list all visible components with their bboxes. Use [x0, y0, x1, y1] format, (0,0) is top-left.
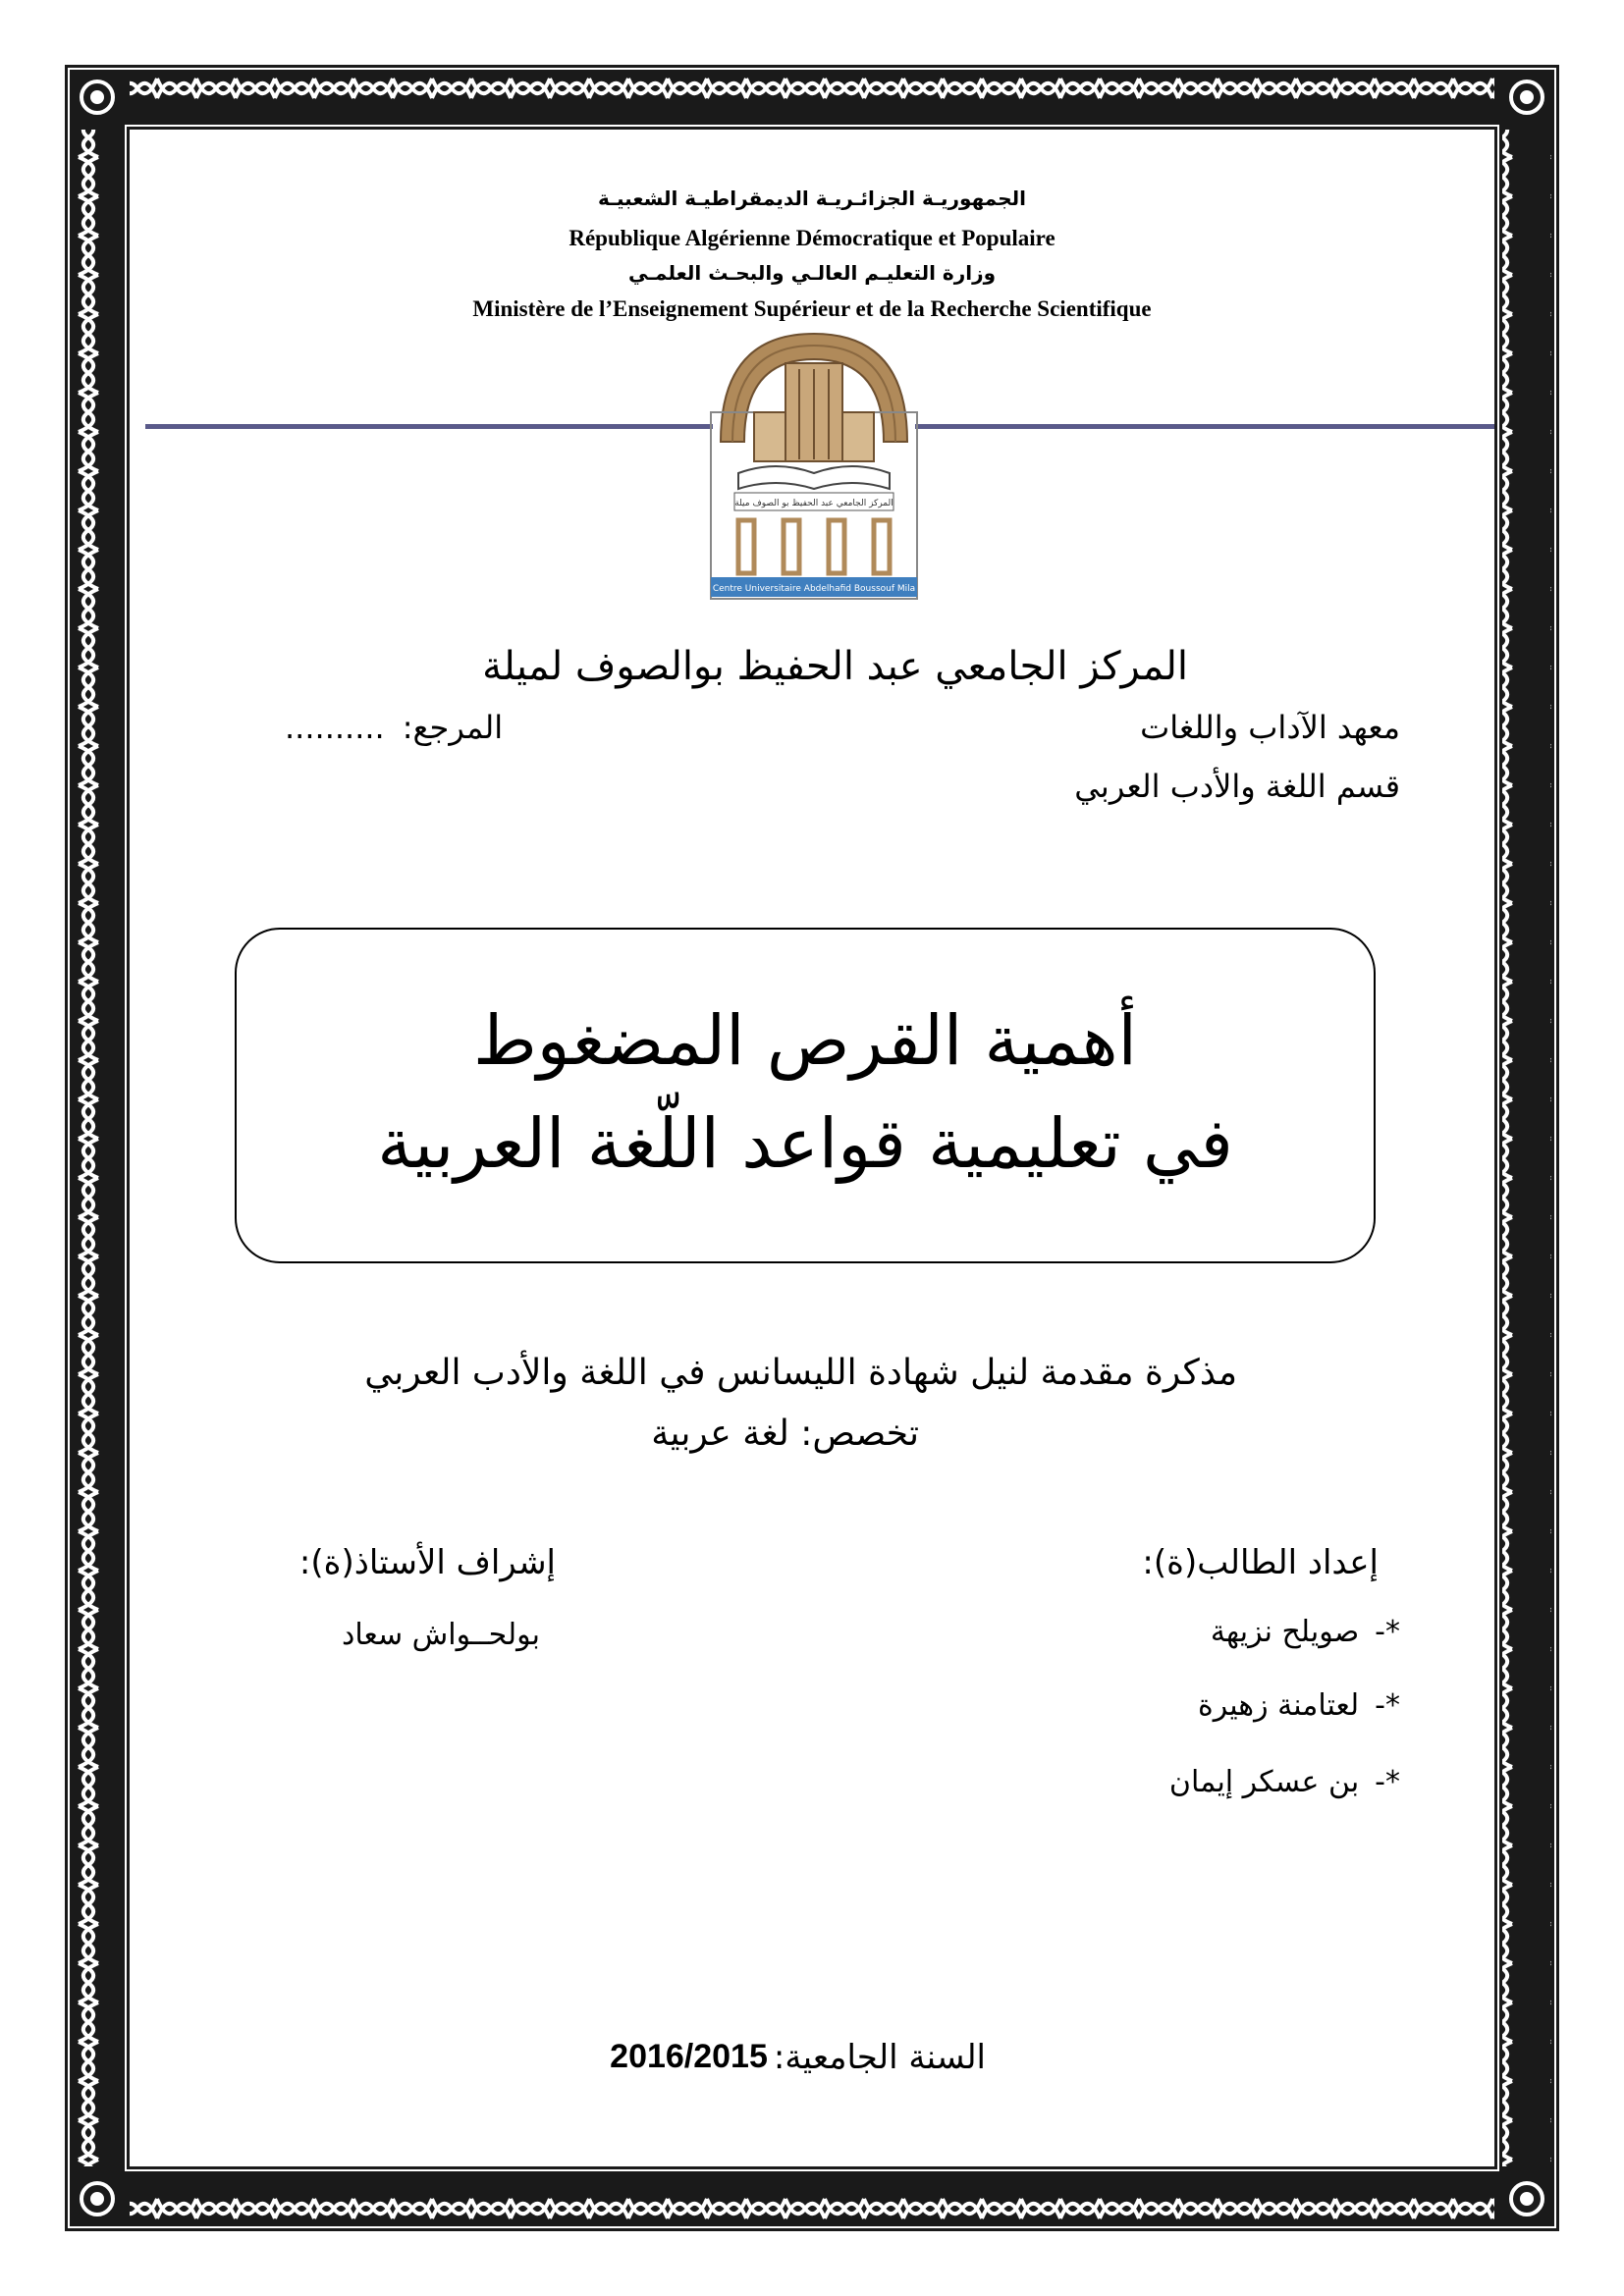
- logo-banner-text: Centre Universitaire Abdelhafid Boussouf Mila: [712, 584, 916, 594]
- institute-name: معهد الآداب واللغات: [1140, 709, 1400, 746]
- thesis-title-line2: في تعليمية قواعد اللّغة العربية: [377, 1103, 1233, 1184]
- student-item: [1198, 1688, 1400, 1723]
- student-name: بن عسكر إيمان: [1168, 1765, 1360, 1799]
- student-bullet: *-: [1375, 1615, 1400, 1649]
- students-label: إعداد الطالب(ة):: [1142, 1543, 1379, 1582]
- ministry-french: Ministère de l’Enseignement Supérieur et de la Recherche Scientifique: [472, 296, 1152, 321]
- supervisor-label: إشراف الأستاذ(ة):: [298, 1543, 556, 1582]
- memo-purpose: مذكرة مقدمة لنيل شهادة الليسانس في اللغة والأدب العربي: [364, 1353, 1237, 1393]
- academic-year: [610, 2038, 986, 2077]
- student-item: [1169, 1765, 1400, 1799]
- ministry-arabic: وزارة التعليـم العالـي والبحـث العلمـي: [627, 261, 997, 285]
- header-rule-right: [915, 424, 1494, 429]
- academic-year-label: السنة الجامعية:: [773, 2038, 986, 2077]
- university-logo: [709, 324, 919, 601]
- student-bullet: *-: [1375, 1765, 1400, 1799]
- department-name: قسم اللغة والأدب العربي: [1074, 768, 1400, 805]
- republic-arabic: الجمهوريـة الجزائـريـة الديمقراطيـة الشعبيـة: [598, 187, 1026, 210]
- republic-french: République Algérienne Démocratique et Populaire: [568, 226, 1056, 250]
- memo-specialty: تخصص: لغة عربية: [651, 1414, 919, 1454]
- academic-year-value: 2016/2015: [610, 2038, 768, 2075]
- student-item: [1211, 1615, 1400, 1649]
- reference-label: المرجع:: [402, 709, 504, 746]
- header-rule-left: [145, 424, 713, 429]
- thesis-title-line1: أهمية القرص المضغوط: [472, 1000, 1138, 1081]
- thesis-title-box: [235, 928, 1376, 1263]
- supervisor-name: بولحــواش سعاد: [341, 1618, 540, 1652]
- student-bullet: *-: [1375, 1688, 1400, 1723]
- reference-value: ..........: [285, 709, 385, 746]
- reference-field: [285, 709, 503, 746]
- university-name: المركز الجامعي عبد الحفيظ بوالصوف لميلة: [482, 644, 1188, 689]
- logo-seal-text: المركز الجامعي عبد الحفيظ بو الصوف ميلة: [734, 499, 893, 508]
- student-name: صويلح نزيهة: [1210, 1615, 1360, 1649]
- student-name: لعتامنة زهيرة: [1197, 1688, 1360, 1723]
